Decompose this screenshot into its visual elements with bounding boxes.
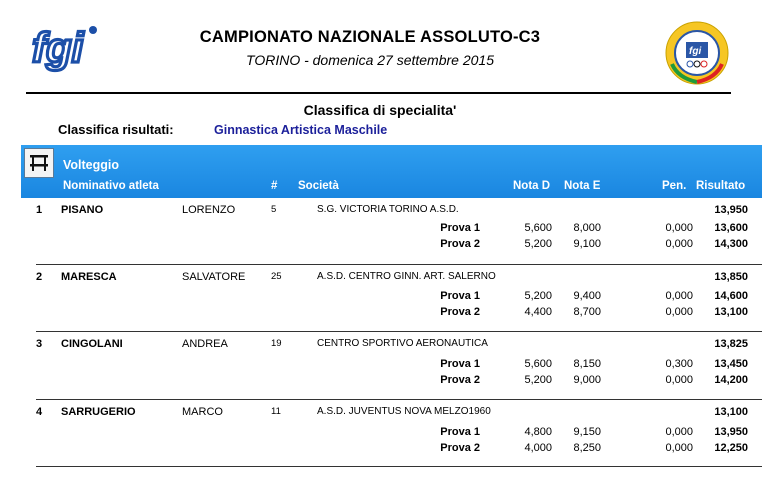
- trial-pen: 0,000: [665, 306, 693, 318]
- col-number-header: #: [271, 180, 278, 192]
- trial-d: 5,200: [524, 374, 552, 386]
- athlete-name: SALVATORE: [182, 271, 246, 283]
- trial-label: Prova 2: [440, 442, 480, 454]
- athlete-entry: [26, 404, 761, 472]
- classification-label: Classifica risultati:: [58, 122, 174, 137]
- trial-d: 4,800: [524, 426, 552, 438]
- trial-score: 13,100: [714, 306, 748, 318]
- page-title: CAMPIONATO NAZIONALE ASSOLUTO-C3: [199, 28, 541, 46]
- col-d-header: Nota D: [513, 180, 551, 192]
- athlete-number: 25: [271, 271, 282, 282]
- athlete-surname: PISANO: [61, 204, 104, 216]
- row-divider: [36, 331, 762, 332]
- trial-pen: 0,000: [665, 238, 693, 250]
- trial-d: 5,600: [524, 358, 552, 370]
- athlete-surname: MARESCA: [61, 271, 117, 283]
- athlete-name: MARCO: [182, 406, 223, 418]
- trial-score: 13,450: [714, 358, 748, 370]
- trial-pen: 0,000: [665, 442, 693, 454]
- trial-e: 8,150: [573, 358, 601, 370]
- athlete-surname: SARRUGERIO: [61, 406, 136, 418]
- trial-d: 4,400: [524, 306, 552, 318]
- rank: 2: [36, 271, 43, 283]
- fgi-logo-text: fgi: [32, 24, 84, 71]
- fgi-logo: [30, 22, 100, 76]
- classification-value: Ginnastica Artistica Maschile: [214, 123, 388, 137]
- trial-e: 9,150: [573, 426, 601, 438]
- athlete-club: A.S.D. CENTRO GINN. ART. SALERNO: [317, 271, 496, 282]
- trial-e: 9,000: [573, 374, 601, 386]
- trial-e: 8,000: [573, 222, 601, 234]
- col-result-header: Risultato: [696, 180, 746, 192]
- trial-score: 13,950: [714, 426, 748, 438]
- col-e-header: Nota E: [564, 180, 601, 192]
- col-pen-header: Pen.: [662, 180, 687, 192]
- athlete-total: 13,100: [714, 406, 748, 418]
- svg-text:fgi: fgi: [689, 46, 702, 57]
- row-divider: [36, 399, 762, 400]
- trial-label: Prova 1: [440, 222, 480, 234]
- trial-pen: 0,000: [665, 426, 693, 438]
- trial-d: 4,000: [524, 442, 552, 454]
- trial-label: Prova 1: [440, 426, 480, 438]
- rank: 1: [36, 204, 43, 216]
- parallel-bars-icon: [24, 148, 54, 178]
- rank: 4: [36, 406, 43, 418]
- page-subtitle: TORINO - domenica 27 settembre 2015: [246, 52, 494, 68]
- trial-pen: 0,000: [665, 374, 693, 386]
- header-rule: [26, 92, 731, 94]
- athlete-club: CENTRO SPORTIVO AERONAUTICA: [317, 338, 488, 349]
- row-divider: [36, 466, 762, 467]
- athlete-entry: [26, 336, 761, 404]
- trial-e: 9,100: [573, 238, 601, 250]
- athlete-surname: CINGOLANI: [61, 338, 123, 350]
- athlete-total: 13,825: [714, 338, 748, 350]
- athlete-club: S.G. VICTORIA TORINO A.S.D.: [317, 204, 459, 215]
- athlete-total: 13,950: [714, 204, 748, 216]
- trial-d: 5,600: [524, 222, 552, 234]
- athlete-number: 5: [271, 204, 277, 215]
- federation-emblem-icon: [664, 20, 730, 86]
- trial-label: Prova 1: [440, 290, 480, 302]
- apparatus-name: Volteggio: [63, 158, 120, 172]
- athlete-entry: [26, 268, 761, 336]
- trial-e: 9,400: [573, 290, 601, 302]
- trial-d: 5,200: [524, 290, 552, 302]
- results-header-banner: [21, 145, 762, 198]
- trial-label: Prova 2: [440, 306, 480, 318]
- trial-pen: 0,000: [665, 290, 693, 302]
- trial-label: Prova 2: [440, 374, 480, 386]
- athlete-club: A.S.D. JUVENTUS NOVA MELZO1960: [317, 406, 491, 417]
- trial-score: 14,600: [714, 290, 748, 302]
- col-athlete-header: Nominativo atleta: [63, 180, 159, 192]
- trial-score: 14,300: [714, 238, 748, 250]
- trial-d: 5,200: [524, 238, 552, 250]
- trial-score: 14,200: [714, 374, 748, 386]
- trial-score: 13,600: [714, 222, 748, 234]
- trial-label: Prova 2: [440, 238, 480, 250]
- trial-label: Prova 1: [440, 358, 480, 370]
- trial-pen: 0,300: [665, 358, 693, 370]
- trial-e: 8,250: [573, 442, 601, 454]
- athlete-total: 13,850: [714, 271, 748, 283]
- col-club-header: Società: [298, 180, 339, 192]
- trial-pen: 0,000: [665, 222, 693, 234]
- row-divider: [36, 264, 762, 265]
- section-title: Classifica di specialita': [303, 102, 457, 118]
- rank: 3: [36, 338, 43, 350]
- athlete-name: ANDREA: [182, 338, 228, 350]
- athlete-number: 11: [271, 406, 281, 417]
- athlete-entry: [26, 200, 761, 268]
- athlete-name: LORENZO: [182, 204, 236, 216]
- trial-e: 8,700: [573, 306, 601, 318]
- trial-score: 12,250: [714, 442, 748, 454]
- athlete-number: 19: [271, 338, 282, 349]
